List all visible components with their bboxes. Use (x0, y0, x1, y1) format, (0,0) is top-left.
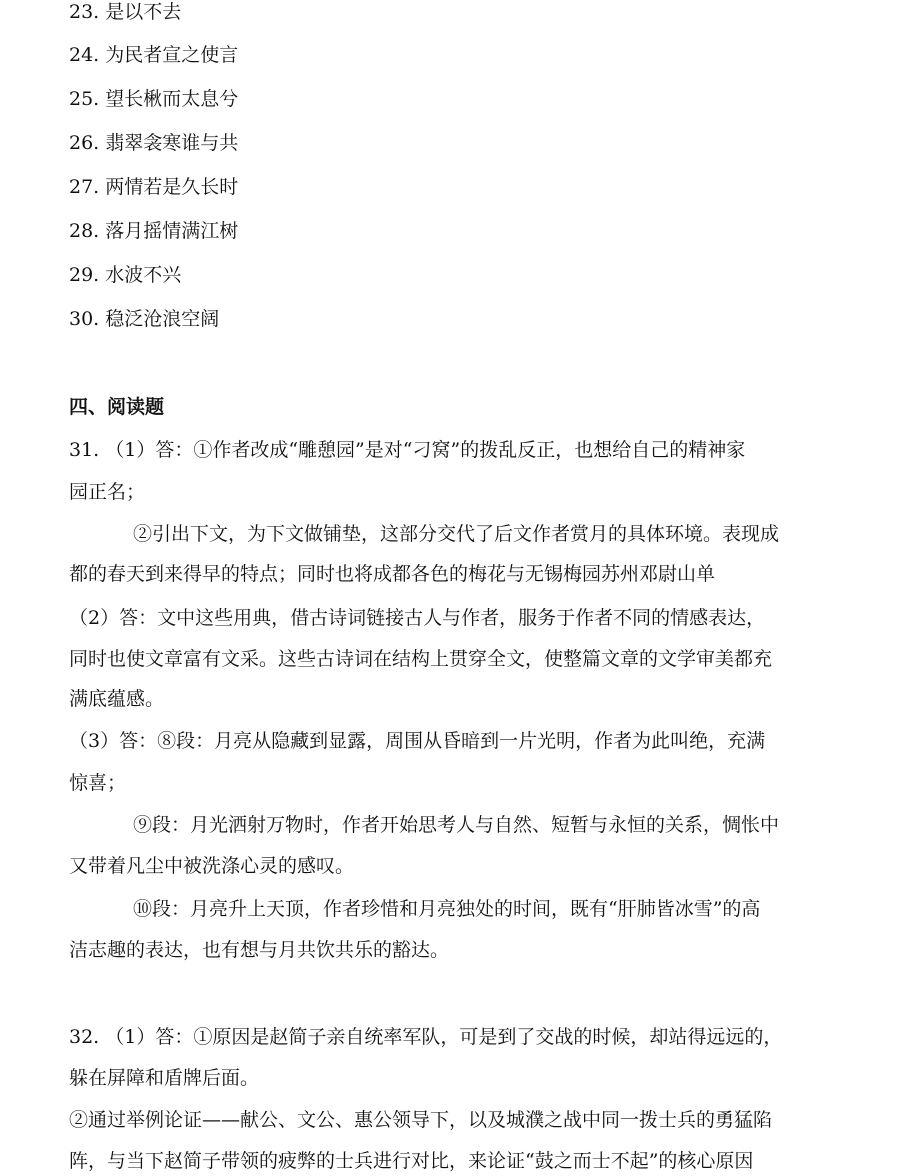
list-item-26: 26. 翡翠衾寒谁与共 (69, 132, 239, 154)
list-item-30: 30. 稳泛沧浪空阔 (69, 308, 220, 330)
list-item-25: 25. 望长楸而太息兮 (69, 88, 239, 110)
q31-answer-2-line-3: 满底蕴感。 (69, 688, 165, 710)
q32-answer-2-line-2: 阵，与当下赵简子带领的疲弊的士兵进行对比，来论证“鼓之而士不起”的核心原因 (69, 1150, 754, 1172)
q31-answer-3b-line-1: ⑨段：月光洒射万物时，作者开始思考人与自然、短暂与永恒的关系，惆怅中 (133, 814, 780, 836)
q31-answer-3b-line-2: 又带着凡尘中被洗涤心灵的感叹。 (69, 855, 355, 877)
q32-answer-1-line-1: 32. （1）答：①原因是赵简子亲自统率军队，可是到了交战的时候，却站得远远的， (69, 1026, 783, 1048)
section-heading: 四、阅读题 (69, 396, 165, 418)
q31-answer-1-line-2: 园正名； (69, 481, 146, 503)
q31-answer-1b-line-1: ②引出下文，为下文做铺垫，这部分交代了后文作者赏月的具体环境。表现成 (133, 523, 780, 545)
q31-answer-3-line-2: 惊喜； (69, 772, 127, 794)
q32-answer-2-line-1: ②通过举例论证——献公、文公、惠公领导下，以及城濮之战中同一拨士兵的勇猛陷 (69, 1109, 773, 1131)
q31-answer-2-line-2: 同时也使文章富有文采。这些古诗词在结构上贯穿全文，使整篇文章的文学审美都充 (69, 648, 773, 670)
q31-answer-3c-line-1: ⑩段：月亮升上天顶，作者珍惜和月亮独处的时间，既有“肝肺皆冰雪”的高 (133, 898, 761, 920)
list-item-24: 24. 为民者宣之使言 (69, 44, 239, 66)
q31-answer-1b-line-2: 都的春天到来得早的特点；同时也将成都各色的梅花与无锡梅园苏州邓尉山单 (69, 563, 716, 585)
list-item-29: 29. 水波不兴 (69, 264, 182, 286)
q31-answer-2-line-1: （2）答：文中这些用典，借古诗词链接古人与作者，服务于作者不同的情感表达， (69, 607, 766, 629)
q32-answer-1-line-2: 躲在屏障和盾牌后面。 (69, 1067, 260, 1089)
q31-answer-3-line-1: （3）答：⑧段：月亮从隐藏到显露，周围从昏暗到一片光明，作者为此叫绝，充满 (69, 730, 766, 752)
list-item-28: 28. 落月摇情满江树 (69, 220, 239, 242)
list-item-27: 27. 两情若是久长时 (69, 176, 239, 198)
q31-answer-1-line-1: 31. （1）答：①作者改成“雕憩园”是对“刁窝”的拨乱反正，也想给自己的精神家 (69, 439, 746, 461)
list-item-23: 23. 是以不去 (69, 1, 182, 23)
q31-answer-3c-line-2: 洁志趣的表达，也有想与月共饮共乐的豁达。 (69, 939, 450, 961)
